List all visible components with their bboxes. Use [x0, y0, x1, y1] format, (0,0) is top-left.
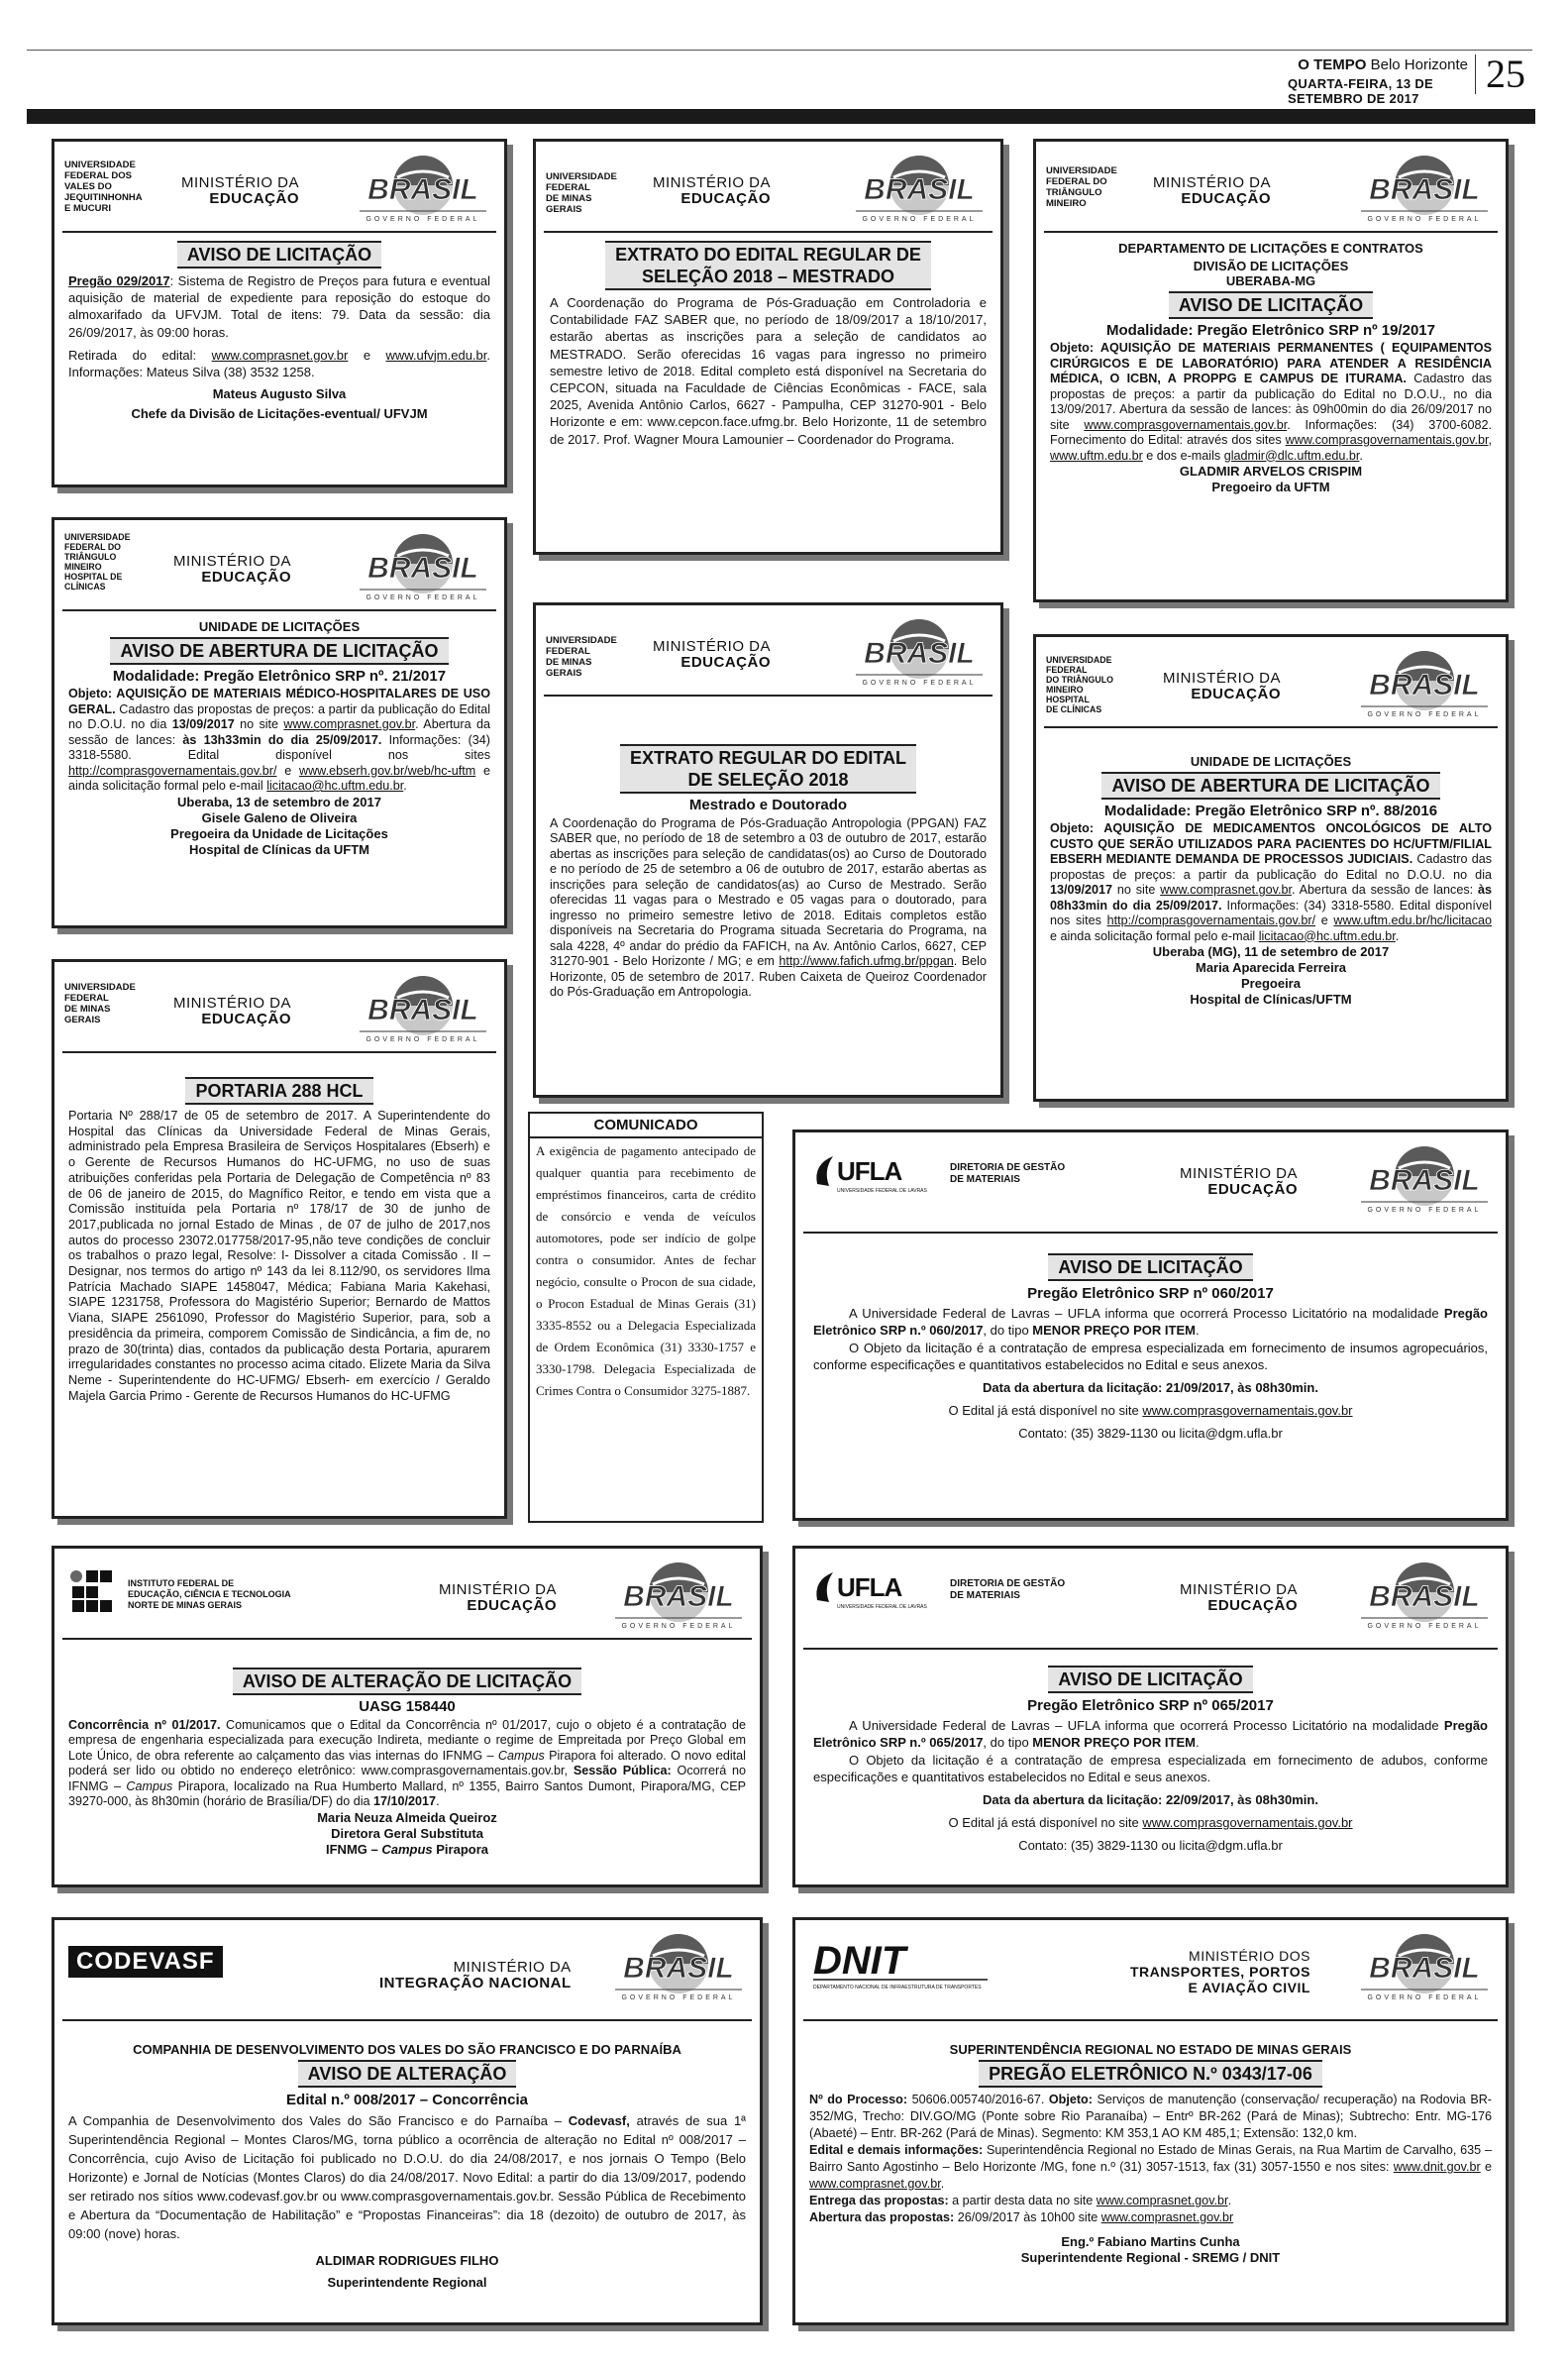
- link[interactable]: www.dnit.gov.br: [1393, 2160, 1481, 2174]
- signature-name: Maria Aparecida Ferreira: [1196, 960, 1346, 975]
- signature-place-date: Uberaba (MG), 11 de setembro de 2017: [1152, 944, 1390, 959]
- codevasf-logo: CODEVASF: [68, 1946, 223, 1978]
- ad-body: [54, 611, 504, 858]
- edital-info: O Edital já está disponível no site www.comprasgovernamentais.gov.br: [948, 1403, 1353, 1419]
- modality: Modalidade: Pregão Eletrônico SRP nº. 88/2016: [1103, 802, 1438, 819]
- ad-header: [62, 142, 496, 233]
- opening-date: Data da abertura da licitação: 21/09/2017, às 08h30min.: [983, 1380, 1318, 1396]
- ad-text: Pregão 029/2017: Sistema de Registro de Preços para futura e eventual aquisição de material de expediente para reposição do estoque do almoxarifado da UFVJM. Total de itens: 79. Data da sessão: dia 26/09/2017, às 09:00 horas.: [68, 273, 490, 340]
- ad-text-2: O Objeto da licitação é a contratação de empresa especializada em fornecimento de adubos, conforme especificações e quantitativos estabelecidos no Edital e seus anexos.: [813, 1752, 1488, 1784]
- link[interactable]: www.uftm.edu.br: [1050, 448, 1143, 463]
- ad-text: A Universidade Federal de Lavras – UFLA informa que ocorrerá Processo Licitatório na modalidade Pregão Eletrônico SRP n.º 060/2017, do tipo MENOR PREÇO POR ITEM.: [813, 1306, 1488, 1339]
- ad-body: [54, 1053, 504, 1404]
- ad-codevasf: [52, 1917, 763, 2325]
- ufla-logo-icon: [811, 1566, 930, 1616]
- subtitle: Mestrado e Doutorado: [688, 797, 848, 813]
- ministry-name: MINISTÉRIO DA INTEGRAÇÃO NACIONAL: [379, 1959, 572, 1991]
- institution-name: UNIVERSIDADE FEDERAL DE MINAS GERAIS: [546, 171, 617, 215]
- unit: UNIDADE DE LICITAÇÕES: [198, 619, 361, 634]
- link[interactable]: www.uftm.edu.br/hc/licitacao: [1333, 914, 1492, 927]
- ad-text: Objeto: AQUISIÇÃO DE MATERIAIS MÉDICO-HOSPITALARES DE USO GERAL. Cadastro das propostas de preços: a partir da publicação do Edital no D.O.U. no dia 13/09/2017 no site www.comprasnet.gov.br. Abertura da sessão de lances: às 13h33min do dia 25/09/2017. Informações: (34) 3318-5580. Edital disponível nos sites http://comprasgovernamentais.gov.br/ e www.ebserh.gov.br/web/hc-uftm e ainda solicitação formal pelo e-mail licitacao@hc.uftm.edu.br.: [68, 687, 490, 793]
- ministry-name: MINISTÉRIO DA EDUCAÇÃO: [173, 553, 292, 586]
- signature-role: Pregoeira da Unidade de Licitações: [170, 825, 388, 841]
- link[interactable]: www.comprasnet.gov.br: [809, 2177, 941, 2191]
- ministry-name: MINISTÉRIO DA EDUCAÇÃO: [1180, 1165, 1299, 1198]
- signature-role: Diretora Geral Substituta: [331, 1825, 483, 1841]
- ad-text: Objeto: AQUISIÇÃO DE MEDICAMENTOS ONCOLÓGICOS DE ALTO CUSTO QUE SERÃO UTILIZADOS PARA PACIENTES DO HC/UFTM/FILIAL EBSERH MEDIANTE DEMANDA DE PROCESSOS JUDICIAIS. Cadastro das propostas de preços: a partir da publicação do Edital no D.O.U. no dia 13/09/2017 no site www.comprasnet.gov.br. Abertura da sessão de lances: às 08h33min do dia 25/09/2017. Informações: (34) 3318-5580. Edital disponível nos sites http://comprasgovernamentais.gov.br/ e www.uftm.edu.br/hc/licitacao e ainda solicitação formal pelo e-mail licitacao@hc.uftm.edu.br.: [1050, 821, 1493, 943]
- ad-body: [795, 1650, 1506, 1855]
- link[interactable]: www.comprasnet.gov.br: [1096, 2194, 1228, 2207]
- ad-text: Concorrência nº 01/2017. Comunicamos que o Edital da Concorrência nº 01/2017, cujo o objeto é a contratação de empresa de engenharia especializada para execução Indireta, mediante o regime de Empreitada por Preço Global em Lote Único, de obra referente ao calçamento das vias internas do IFNMG – Campus Pirapora foi alterado. O novo edital poderá ser lido ou obtido no endereço eletrônico: www.comprasgovernamentais.gov.br, Sessão Pública: Ocorrerá no IFNMG – Campus Pirapora, localizado na Rua Humberto Mallard, nº 1355, Bairro Santos Dumont, Pirapora/MG, CEP 39270-000, às 8h30min (horário de Brasília/DF) do dia 17/10/2017.: [68, 1717, 747, 1808]
- signature-role: Chefe da Divisão de Licitações-eventual/ UFVJM: [131, 406, 428, 422]
- modality: Modalidade: Pregão Eletrônico SRP nº. 21/2017: [112, 667, 447, 685]
- ad-uftm: [1033, 139, 1509, 602]
- opening-date: Data da abertura da licitação: 22/09/2017, às 08h30min.: [983, 1792, 1318, 1808]
- ad-title: AVISO DE LICITAÇÃO: [1048, 1253, 1252, 1281]
- contact: Contato: (35) 3829-1130 ou licita@dgm.ufla.br: [1018, 1838, 1283, 1854]
- brasil-logo-icon: [354, 526, 492, 603]
- brasil-logo-icon: [354, 968, 492, 1045]
- ad-text: A Companhia de Desenvolvimento dos Vales do São Francisco e do Parnaíba – Codevasf, através de sua 1ª Superintendência Regional – Montes Claros/MG, torna público a ocorrência de alteração no Edital nº 008/2017 – Concorrência, cujo Aviso de Licitação foi publicado no D.O.U. do dia 24/08/2017, e nos jornais O Tempo (Belo Horizonte) e Jornal de Notícias (Montes Claros) do dia 24/08/2017. Novo Edital: a partir do dia 13/09/2017, podendo ser retirado nos sítios www.codevasf.gov.br ou www.comprasgovernamentais.gov.br. Sessão Pública de Recebimento e Abertura da “Documentação de Habilitação” e “Propostas Financeiras”: dia 18 (dezoito) de outubro de 2017, às 09:00 (nove) horas.: [68, 2113, 746, 2242]
- svg-text:UNIVERSIDADE FEDERAL DE LAVRAS: UNIVERSIDADE FEDERAL DE LAVRAS: [837, 1604, 927, 1610]
- link[interactable]: www.comprasnet.gov.br: [283, 717, 416, 731]
- brasil-logo-icon: [1355, 1138, 1494, 1216]
- brasil-logo-icon: [609, 1555, 748, 1632]
- institution-name: UNIVERSIDADE FEDERAL DE MINAS GERAIS: [546, 635, 617, 679]
- ad-title: AVISO DE ABERTURA DE LICITAÇÃO: [1101, 772, 1439, 800]
- ministry-name: MINISTÉRIO DA EDUCAÇÃO: [439, 1581, 558, 1614]
- link[interactable]: http://www.fafich.ufmg.br/ppgan: [779, 954, 954, 968]
- comunicado-title: COMUNICADO: [530, 1114, 762, 1138]
- ad-text: A Universidade Federal de Lavras – UFLA informa que ocorrerá Processo Licitatório na modalidade Pregão Eletrônico SRP n.º 065/2017, do tipo MENOR PREÇO POR ITEM.: [813, 1718, 1488, 1751]
- ministry-name: MINISTÉRIO DA EDUCAÇÃO: [1180, 1581, 1299, 1614]
- ad-body: [536, 697, 1000, 1001]
- ad-body: [54, 233, 504, 422]
- comunicado-box: [528, 1112, 764, 1523]
- unit: UNIDADE DE LICITAÇÕES: [1190, 754, 1352, 769]
- ministry-name: MINISTÉRIO DA EDUCAÇÃO: [173, 995, 292, 1027]
- ad-text: Nº do Processo: 50606.005740/2016-67. Objeto: Serviços de manutenção (conservação/ recuperação) na Rodovia BR-352/MG, Trecho: DIV.GO/MG (Ponte sobre Rio Paranaíba) – Entrº BR-262 (Pará de Minas); Subtrecho: Entr. MG-176 (Abaeté) – Entr. BR-262 (Pará de Minas). Segmento: KM 353,1 AO KM 485,1; Extensão: 132,0 km.: [809, 2093, 1493, 2140]
- brasil-logo-icon: [1355, 643, 1494, 720]
- ad-body: [795, 1234, 1506, 1443]
- ad-title: AVISO DE LICITAÇÃO: [1169, 291, 1373, 319]
- dnit-logo-icon: [809, 1934, 1007, 1993]
- svg-text:DEPARTAMENTO NACIONAL DE INFRA: DEPARTAMENTO NACIONAL DE INFRAESTRUTURA DE TRANSPORTES: [813, 1985, 982, 1990]
- ministry-name: MINISTÉRIO DA EDUCAÇÃO: [181, 174, 300, 207]
- email-link[interactable]: gladmir@dlc.uftm.edu.br: [1223, 448, 1360, 463]
- header-rule: [27, 50, 1532, 51]
- city: UBERABA-MG: [1225, 273, 1316, 288]
- institution-name: UNIVERSIDADE FEDERAL DO TRIÂNGULO MINEIRO HOSPITAL DE CLÍNICAS: [1046, 655, 1113, 714]
- modality: Modalidade: Pregão Eletrônico SRP nº 19/2017: [1106, 321, 1435, 339]
- ad-body: [54, 1640, 760, 1858]
- ad-header: [803, 1549, 1498, 1650]
- brasil-logo-icon: [1355, 148, 1494, 225]
- link[interactable]: www.ebserh.gov.br/web/hc-uftm: [298, 763, 476, 778]
- signature-org: IFNMG – Campus Pirapora: [326, 1841, 488, 1857]
- ad-ufmg-ppgan: [533, 602, 1003, 1098]
- edital-info: O Edital já está disponível no site www.comprasgovernamentais.gov.br: [948, 1815, 1353, 1831]
- ad-header: [62, 1549, 752, 1640]
- pregao-number: Pregão Eletrônico SRP nº 065/2017: [1027, 1697, 1274, 1714]
- department: DEPARTAMENTO DE LICITAÇÕES E CONTRATOS: [1118, 241, 1423, 256]
- ad-text-2: O Objeto da licitação é a contratação de empresa especializada em fornecimento de insumos agropecuários, conforme especificações e quantitativos estabelecidos no Edital e seus anexos.: [813, 1340, 1488, 1372]
- ministry-name: MINISTÉRIO DA EDUCAÇÃO: [1163, 670, 1282, 702]
- ministry-name: MINISTÉRIO DA EDUCAÇÃO: [653, 174, 772, 207]
- signature-name: ALDIMAR RODRIGUES FILHO: [315, 2253, 499, 2269]
- email-link[interactable]: licitacao@hc.uftm.edu.br: [266, 779, 404, 793]
- ad-body: [795, 2021, 1506, 2266]
- ad-ufla-065: [792, 1546, 1509, 1887]
- ufla-logo-icon: [811, 1150, 930, 1200]
- ad-ufmg-cepcon: [533, 139, 1003, 555]
- ufla-division: DIRETORIA DE GESTÃO DE MATERIAIS: [950, 1578, 1066, 1601]
- ad-header: [803, 1132, 1498, 1234]
- signature-role: Pregoeira: [1241, 976, 1301, 991]
- link[interactable]: www.comprasnet.gov.br: [1100, 2210, 1234, 2224]
- ad-text: Objeto: AQUISIÇÃO DE MATERIAIS PERMANENTES ( EQUIPAMENTOS CIRÚRGICOS E DE LABORATÓRIO) PARA ATENDER A RESIDÊNCIA MÉDICA, O ICBN, A PROPPG E CAMPUS DE ITURAMA. Cadastro das propostas de preços: a partir da publicação do Edital no D.O.U., no dia 13/09/2017. Abertura da sessão de lances: às 09h00min do dia 26/09/2017 no site www.comprasgovernamentais.gov.br. Informações: (34) 3700-6082. Fornecimento do Edital: através dos sites www.comprasgovernamentais.gov.br, www.uftm.edu.br e dos e-mails gladmir@dlc.uftm.edu.br.: [1050, 341, 1492, 463]
- ministry-name: MINISTÉRIO DA EDUCAÇÃO: [653, 638, 772, 671]
- signature-org: Hospital de Clínicas/UFTM: [1190, 992, 1352, 1007]
- ad-header: [62, 962, 496, 1053]
- signature-role: Pregoeiro da UFTM: [1211, 480, 1330, 494]
- link[interactable]: www.comprasnet.gov.br: [1160, 883, 1292, 897]
- ad-header: [544, 605, 993, 697]
- svg-text:DNIT: DNIT: [813, 1939, 906, 1983]
- pregao-number: Pregão Eletrônico SRP nº 060/2017: [1027, 1285, 1274, 1302]
- institution-name: UNIVERSIDADE FEDERAL DO TRIÂNGULO MINEIRO HOSPITAL DE CLÍNICAS: [64, 532, 131, 592]
- ad-header: [1044, 142, 1498, 233]
- ad-body: [536, 233, 1000, 448]
- svg-text:UFLA: UFLA: [837, 1156, 902, 1186]
- ad-title: PREGÃO ELETRÔNICO N.º 0343/17-06: [979, 2060, 1322, 2088]
- ad-dnit: [792, 1917, 1509, 2325]
- brasil-logo-icon: [850, 148, 989, 225]
- institution-name: INSTITUTO FEDERAL DE EDUCAÇÃO, CIÊNCIA E TECNOLOGIA NORTE DE MINAS GERAIS: [128, 1578, 291, 1610]
- ministry-name: MINISTÉRIO DA EDUCAÇÃO: [1153, 174, 1272, 207]
- email-link[interactable]: licitacao@hc.uftm.edu.br: [1258, 928, 1396, 943]
- ad-text: A Coordenação do Programa de Pós-Graduação Antropologia (PPGAN) FAZ SABER que, no período de 18 de setembro a 03 de outubro de 2017, estarão abertas as inscrições para seleção de candidatas(os) ao Curso de Doutorado e no período de 25 de setembro a 06 de outubro de 2017, estarão abertas as inscrições para seleção de candidatos(as) ao Curso de Mestrado. Serão oferecidas 11 vagas para o Mestrado e 05 vagas para o doutorado, para ingresso no primeiro semestre letivo de 2018. Editais completos estão disponíveis na Secretaria do Programa situada Secretaria do Programa, na sala 4228, 4º andar do prédio da FAFICH, na Av. Antônio Carlos, 6627, CEP 31270-901 - Belo Horizonte / MG; e em http://www.fafich.ufmg.br/ppgan. Belo Horizonte, 05 de setembro de 2017. Ruben Caixeta de Queiroz Coordenador do Pós-Graduação em Antropologia.: [550, 815, 987, 999]
- brasil-logo-icon: [850, 611, 989, 689]
- ad-body: [54, 2021, 760, 2291]
- ad-header: [803, 1920, 1498, 2021]
- institution-name: UNIVERSIDADE FEDERAL DE MINAS GERAIS: [64, 982, 136, 1025]
- ad-title: AVISO DE LICITAÇÃO: [1048, 1666, 1252, 1693]
- page-header: [1288, 52, 1525, 106]
- ad-ufvjm: [52, 139, 507, 487]
- brasil-logo-icon: [354, 148, 492, 225]
- ad-hc-uftm-88: [1033, 634, 1509, 1102]
- ufla-division: DIRETORIA DE GESTÃO DE MATERIAIS: [950, 1162, 1066, 1185]
- superintendencia: SUPERINTENDÊNCIA REGIONAL NO ESTADO DE MINAS GERAIS: [949, 2042, 1352, 2057]
- ad-text: A Coordenação do Programa de Pós-Graduação em Controladoria e Contabilidade FAZ SABER que, no período de 18/09/2017 a 18/10/2017, estarão abertas as inscrições para a seleção de candidatos ao MESTRADO. Serão oferecidas 16 vagas para ingresso no primeiro semestre letivo de 2018. Edital completo está disponível na Secretaria do CEPCON, situada na Faculdade de Ciências Econômicas - FACE, sala 2025, Avenida Antônio Carlos, 6627 - Pampulha, CEP 31270-901 - Belo Horizonte e em: www.cepcon.face.ufmg.br. Belo Horizonte, 11 de setembro de 2017. Prof. Wagner Moura Lamounier – Coordenador do Programa.: [550, 295, 987, 447]
- company-name: COMPANHIA DE DESENVOLVIMENTO DOS VALES DO SÃO FRANCISCO E DO PARNAÍBA: [133, 2042, 681, 2057]
- ad-title: AVISO DE ABERTURA DE LICITAÇÃO: [110, 637, 448, 665]
- ministry-name: MINISTÉRIO DOS TRANSPORTES, PORTOS E AVIAÇÃO CIVIL: [1130, 1948, 1310, 1995]
- page-number: 25: [1486, 52, 1525, 96]
- comunicado-text: A exigência de pagamento antecipado de qualquer quantia para recebimento de empréstimos financeiros, carta de crédito de consórcio e venda de veículos automotores, pode ser indício de golpe contra o consumidor. Antes de fechar negócio, consulte o Procon de sua cidade, o Procon Estadual de Minas Gerais (31) 3335-8552 ou a Delegacia Especializada de Ordem Econômica (31) 3330-1757 e 3330-1798. Delegacia Especializada de Crimes Contra o Consumidor 3275-1887.: [536, 1143, 756, 1398]
- svg-text:UFLA: UFLA: [837, 1572, 902, 1602]
- signature-name: Mateus Augusto Silva: [212, 386, 347, 402]
- ad-text-2: Retirada do edital: www.comprasnet.gov.br e www.ufvjm.edu.br. Informações: Mateus Silva (38) 3532 1258.: [68, 347, 490, 380]
- division: DIVISÃO DE LICITAÇÕES: [1193, 258, 1349, 273]
- edital-number: Edital n.º 008/2017 – Concorrência: [286, 2092, 528, 2109]
- ad-text-4: Abertura das propostas: 26/09/2017 às 10h00 site www.comprasnet.gov.br: [809, 2210, 1234, 2224]
- link[interactable]: www.comprasnet.gov.br: [211, 347, 349, 363]
- ad-text-3: Entrega das propostas: a partir desta data no site www.comprasnet.gov.br.: [809, 2194, 1232, 2207]
- institution-name: UNIVERSIDADE FEDERAL DOS VALES DO JEQUITINHONHA E MUCURI: [64, 160, 143, 214]
- header-separator: [1475, 54, 1476, 94]
- if-logo-icon: [68, 1568, 128, 1624]
- brasil-logo-icon: [609, 1926, 748, 2003]
- signature-name: GLADMIR ARVELOS CRISPIM: [1179, 464, 1363, 479]
- signature-role: Superintendente Regional: [327, 2275, 487, 2291]
- ad-header: [62, 520, 496, 611]
- paper-name: O TEMPO Belo Horizonte: [1298, 56, 1468, 73]
- signature-name: Maria Neuza Almeida Queiroz: [317, 1809, 497, 1825]
- signature-place-date: Uberaba, 13 de setembro de 2017: [177, 794, 381, 809]
- brasil-logo-icon: [1355, 1555, 1494, 1632]
- link[interactable]: www.comprasgovernamentais.gov.br: [1084, 417, 1288, 432]
- ad-ufla-060: [792, 1130, 1509, 1521]
- ad-text-2: Edital e demais informações: Superintendência Regional no Estado de Minas Gerais, na Rua Martim de Carvalho, 635 – Bairro Santo Agostinho – Belo Horizonte /MG, fone n.º (31) 3057-1513, fax (31) 3057-1550 e nos sites: www.dnit.gov.br e www.comprasnet.gov.br.: [809, 2143, 1492, 2191]
- institution-name: UNIVERSIDADE FEDERAL DO TRIÂNGULO MINEIRO: [1046, 165, 1117, 209]
- issue-date: QUARTA-FEIRA, 13 DE SETEMBRO DE 2017: [1288, 76, 1434, 106]
- ad-body: [1036, 233, 1506, 495]
- ad-ifnmg: [52, 1546, 763, 1887]
- ad-title: EXTRATO DO EDITAL REGULAR DE SELEÇÃO 2018 – MESTRADO: [605, 241, 931, 290]
- contact: Contato: (35) 3829-1130 ou licita@dgm.ufla.br: [1018, 1426, 1283, 1442]
- link[interactable]: www.comprasgovernamentais.gov.br: [1285, 433, 1489, 447]
- ad-title: AVISO DE ALTERAÇÃO: [298, 2060, 517, 2088]
- ad-title: EXTRATO REGULAR DO EDITAL DE SELEÇÃO 2018: [620, 744, 916, 794]
- signature-name: Eng.º Fabiano Martins Cunha: [1061, 2234, 1240, 2249]
- link[interactable]: www.comprasgovernamentais.gov.br: [1142, 1403, 1353, 1419]
- link[interactable]: www.ufvjm.edu.br: [385, 347, 487, 363]
- ad-text: Portaria Nº 288/17 de 05 de setembro de 2017. A Superintendente do Hospital das Clínicas da Universidade Federal de Minas Gerais, administrado pela Empresa Brasileira de Serviços Hospitalares (Ebserh) e o Gerente de Recursos Humanos do HC-UFMG, no uso de suas atribuições conferidas pela Portaria de Delegação de Competência nº 83 de 06 de janeiro de 2015, do Magnífico Reitor, e tendo em vista que a Comissão instituída pela Portaria nº 178/17 de 30 de junho de 2017,publicada no jornal Estado de Minas , de 07 de julho de 2017,nos autos do processo 23072.017758/2017-95,não teve condições de concluir os trabalhos o prazo legal, Resolve: I- Dissolver a citada Comissão . II – Designar, nos termos do artigo nº 143 da lei 8.112/90, os servidores Ilma Patrícia Machado SIAPE 1458047, Médica; Fabiana Maria Kakehasi, SIAPE 1231758, Professora do Magistério Superior; Bernardo de Mattos Viana, SIAPE 2561090, Professor do Magistério Superior, para, sob a presidência da primeira, comporem Comissão de Sindicância, a fim de, no prazo de 30(trinta) dias, contados da publicação desta Portaria, apurarem irregularidades constantes no processo acima citado. Elizete Maria da Silva Neme - Superintendente do HC-UFMG/ Ebserh- em exercício / Geraldo Majela Garcia Primo - Gerente de Recursos Humanos do HC-UFMG: [68, 1109, 490, 1403]
- signature-role: Superintendente Regional - SREMG / DNIT: [1020, 2250, 1281, 2265]
- ad-hc-uftm-21: [52, 517, 507, 928]
- link[interactable]: www.comprasgovernamentais.gov.br: [1142, 1815, 1353, 1831]
- ad-portaria-288: [52, 959, 507, 1519]
- ad-body: [1036, 728, 1506, 1008]
- ad-header: [62, 1920, 752, 2021]
- svg-text:UNIVERSIDADE FEDERAL DE LAVRAS: UNIVERSIDADE FEDERAL DE LAVRAS: [837, 1188, 927, 1194]
- ad-title: AVISO DE ALTERAÇÃO DE LICITAÇÃO: [233, 1668, 581, 1695]
- link[interactable]: http://comprasgovernamentais.gov.br/: [68, 763, 277, 778]
- signature-name: Gisele Galeno de Oliveira: [201, 809, 358, 825]
- ad-title: PORTARIA 288 HCL: [185, 1077, 372, 1105]
- brasil-logo-icon: [1355, 1926, 1494, 2003]
- top-bar: [27, 109, 1535, 124]
- ad-header: [1044, 637, 1498, 728]
- signature-org: Hospital de Clínicas da UFTM: [188, 841, 370, 857]
- uasg: UASG 158440: [359, 1698, 456, 1715]
- link[interactable]: http://comprasgovernamentais.gov.br/: [1106, 914, 1316, 927]
- ad-title: AVISO DE LICITAÇÃO: [177, 241, 381, 269]
- ad-header: [544, 142, 993, 233]
